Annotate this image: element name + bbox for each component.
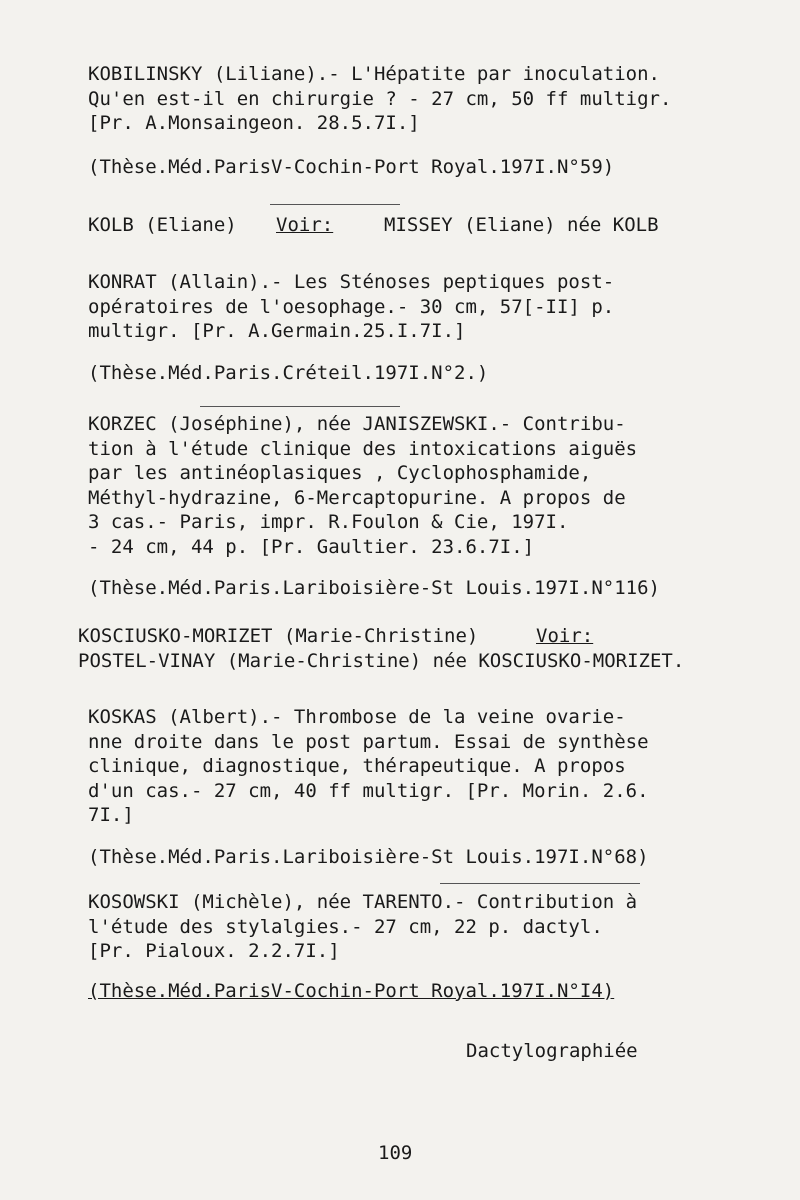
separator-line	[270, 204, 400, 205]
bibliography-entry-kosowski	[88, 890, 728, 1004]
entry-source: (Thèse.Méd.ParisV-Cochin-Port Royal.197I.N°59)	[88, 155, 615, 178]
voir-label: Voir:	[276, 214, 334, 236]
entry-line: par les antinéoplasiques , Cyclophosphamide,	[88, 462, 592, 484]
entry-line: clinique, diagnostique, thérapeutique. A propos	[88, 755, 626, 777]
cross-reference-name: KOSCIUSKO-MORIZET (Marie-Christine)	[78, 625, 479, 647]
bibliography-entry-kobilinsky	[88, 62, 728, 180]
entry-line: d'un cas.- 27 cm, 40 ff multigr. [Pr. Morin. 2.6.	[88, 779, 649, 802]
entry-line: tion à l'étude clinique des intoxications aiguës	[88, 437, 638, 460]
entry-line: KOSOWSKI (Michèle), née TARENTO.- Contribution à	[88, 891, 638, 913]
entry-line: l'étude des stylalgies.- 27 cm, 22 p. dactyl.	[88, 915, 603, 938]
entry-line: 7I.]	[88, 804, 134, 826]
separator-line	[200, 406, 400, 407]
entry-line: Méthyl-hydrazine, 6-Mercaptopurine. A propos de	[88, 486, 626, 509]
entry-line: KOBILINSKY (Liliane).- L'Hépatite par inoculation.	[88, 63, 660, 85]
entry-line: opératoires de l'oesophage.- 30 cm, 57[-II] p.	[88, 295, 615, 318]
bibliography-entry-konrat	[88, 270, 728, 386]
entry-line: - 24 cm, 44 p. [Pr. Gaultier. 23.6.7I.]	[88, 535, 535, 558]
entry-line: KORZEC (Joséphine), née JANISZEWSKI.- Contribu-	[88, 413, 626, 435]
entry-source: (Thèse.Méd.Paris.Lariboisière-St Louis.197I.N°116)	[88, 577, 660, 599]
voir-label: Voir:	[536, 625, 594, 647]
cross-reference-kolb	[88, 213, 728, 238]
entry-line: [Pr. Pialoux. 2.2.7I.]	[88, 940, 340, 962]
cross-reference-name: KOLB (Eliane)	[88, 214, 237, 236]
entry-source: (Thèse.Méd.Paris.Créteil.197I.N°2.)	[88, 361, 489, 384]
entry-line: KONRAT (Allain).- Les Sténoses peptiques post-	[88, 271, 615, 293]
bibliography-entry-korzec	[88, 412, 728, 601]
cross-reference-kosciusko-morizet	[78, 624, 718, 673]
entry-line: nne droite dans le post partum. Essai de synthèse	[88, 730, 649, 753]
entry-source: (Thèse.Méd.ParisV-Cochin-Port Royal.197I.N°I4)	[88, 979, 615, 1002]
cross-reference-target: POSTEL-VINAY (Marie-Christine) née KOSCIUSKO-MORIZET.	[78, 649, 685, 672]
separator-line	[440, 883, 640, 884]
entry-line: [Pr. A.Monsaingeon. 28.5.7I.]	[88, 112, 420, 134]
bibliography-entry-koskas	[88, 705, 728, 870]
entry-line: multigr. [Pr. A.Germain.25.I.7I.]	[88, 320, 466, 342]
entry-source: (Thèse.Méd.Paris.Lariboisière-St Louis.197I.N°68)	[88, 845, 649, 868]
cross-reference-target: MISSEY (Eliane) née KOLB	[384, 214, 659, 236]
entry-line: 3 cas.- Paris, impr. R.Foulon & Cie, 197I.	[88, 511, 569, 533]
entry-line: KOSKAS (Albert).- Thrombose de la veine ovarie-	[88, 706, 626, 728]
page-number: 109	[378, 1142, 413, 1164]
entry-line: Qu'en est-il en chirurgie ? - 27 cm, 50 ff multigr.	[88, 87, 672, 110]
footer-note: Dactylographiée	[466, 1040, 638, 1062]
